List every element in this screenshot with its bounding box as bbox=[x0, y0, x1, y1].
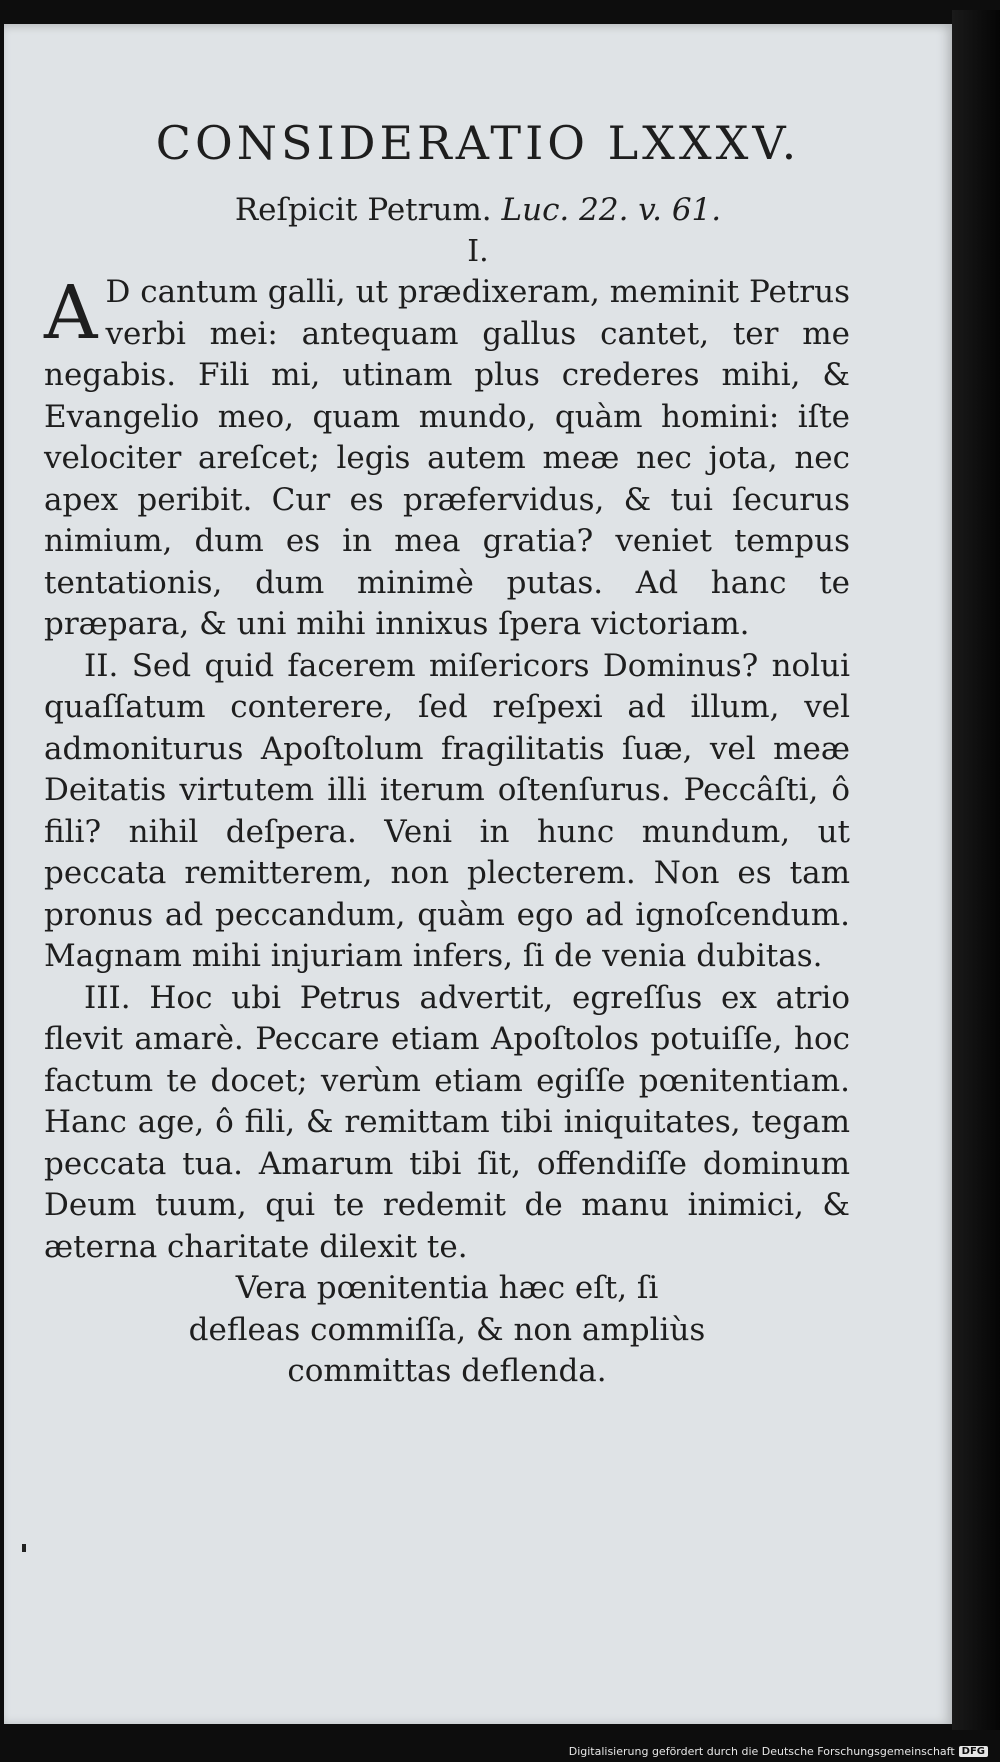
subtitle-text: Reſpicit Petrum. bbox=[234, 192, 492, 228]
closing-lines bbox=[44, 1268, 850, 1393]
dfg-logo: DFG bbox=[959, 1746, 988, 1757]
page-title: CONSIDERATIO LXXXV. bbox=[155, 116, 801, 170]
ink-mark bbox=[22, 1544, 26, 1552]
closing-line-1: Vera pœnitentia hæc eſt, ſi bbox=[235, 1270, 659, 1306]
closing-line-3: committas deflenda. bbox=[287, 1353, 607, 1389]
closing-line-2: defleas commiſſa, & non ampliùs bbox=[188, 1311, 706, 1348]
paragraph-1-text: D cantum galli, ut prædixeram, meminit Petrus verbi mei: antequam gallus cantet, ter me negabis. Fili mi, utinam plus crederes mihi, & Evangelio meo, quam mundo, quàm homini: iſte velociter areſcet; legis autem meæ nec jota, nec apex peribit. Cur es præfervidus, & tui ſecurus nimium, dum es in mea gratia? veniet tempus tentationis, dum minimè putas. Ad hanc te præpara, & uni mihi innixus ſpera victoriam. bbox=[44, 274, 850, 642]
paragraph-3-text: III. Hoc ubi Petrus advertit, egreſſus ex atrio flevit amarè. Peccare etiam Apoſtolos potuiſſe, hoc factum te docet; verùm etiam egiſſe pœnitentiam. Hanc age, ô fili, & remittam tibi iniquitates, tegam peccata tua. Amarum tibi ſit, offendiſſe dominum Deum tuum, qui te redemit de manu inimici, & æterna charitate dilexit te. bbox=[44, 979, 850, 1265]
book-spine-shadow bbox=[952, 10, 1000, 1730]
paragraph-1 bbox=[44, 272, 850, 646]
section-number: I. bbox=[467, 234, 489, 269]
paragraph-2: II. Sed quid facerem miſericors Dominus? nolui quaſſatum conterere, ſed reſpexi ad illum, vel admoniturus Apoſtolum fragilitatis ſuæ, vel meæ Deitatis virtutem illi iterum oſtenſurus. Peccâſti, ô fili? nihil deſpera. Veni in hunc mundum, ut peccata remitterem, non plecterem. Non es tam pronus ad peccandum, quàm ego ad ignoſcendum. Magnam mihi injuriam infers, ſi de venia dubitas. bbox=[44, 647, 850, 974]
drop-cap: A bbox=[44, 270, 98, 356]
subtitle-reference: Luc. 22. v. 61. bbox=[501, 192, 722, 228]
digitization-credit bbox=[569, 1745, 988, 1758]
paragraph-3 bbox=[44, 978, 850, 1269]
book-page bbox=[4, 24, 952, 1724]
page-subtitle bbox=[4, 192, 952, 228]
credit-text: Digitalisierung gefördert durch die Deutsche Forschungsgemeinschaft bbox=[568, 1745, 955, 1758]
body-text bbox=[44, 272, 850, 1393]
